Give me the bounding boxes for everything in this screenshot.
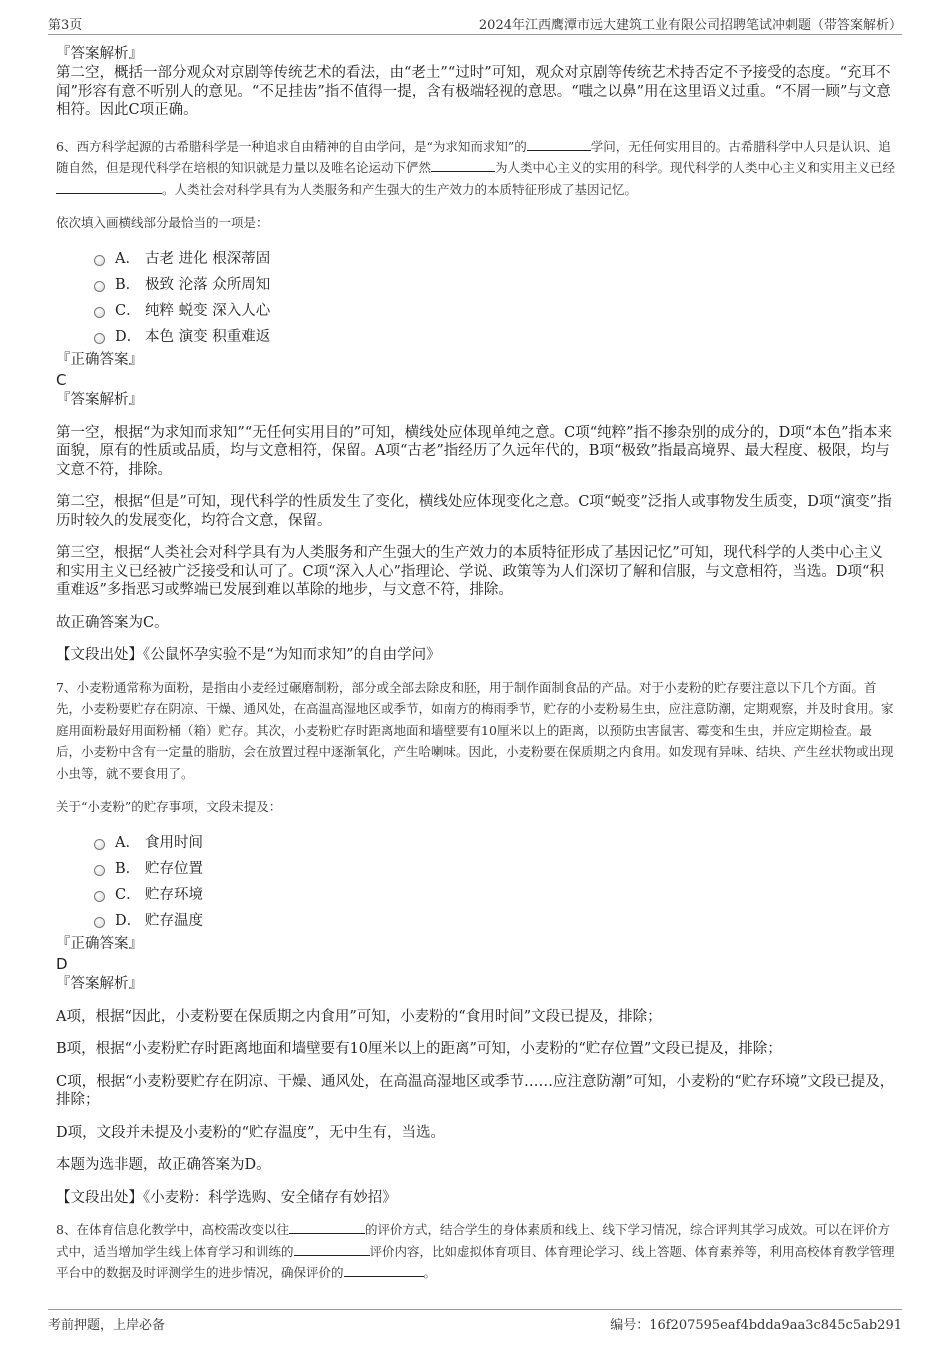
q6-source: 【文段出处】《公鼠怀孕实验不是“为知而求知”的自由学问》 [56,647,441,663]
q6-analysis-1: 第一空，根据“为求知而求知”“无任何实用目的”可知，横线处应体现单纯之意。C项“纯粹”指不掺杂别的成分的，D项“本色”指本来面貌，原有的性质或品质，均与文意相符，保留。A项“古老”指经历了久远年代的，B项“极致”指最高境界、最大程度、极限，均与文意不符，排除。 [56,424,893,478]
q7-conclusion: 本题为选非题，故正确答案为D。 [56,1157,271,1173]
q7-passage: 7、小麦粉通常称为面粉，是指由小麦经过碾磨制粉，部分或全部去除皮和胚，用于制作面制食品的产品。对于小麦粉的贮存要注意以下几个方面。首先，小麦粉要贮存在阴凉、干燥、通风处，在高温高湿地区或季节，如南方的梅雨季节，贮存的小麦粉易生虫，应注意防潮，定期观察，并及时食用。家庭用面粉最好用面粉桶（箱）贮存。其次，小麦粉贮存时距离地面和墙壁要有10厘米以上的距离，以预防虫害鼠害、霉变和生虫，并应定期检查。最后，小麦粉中含有一定量的脂肪，会在放置过程中逐渐氧化，产生哈喇味。因此，小麦粉要在保质期之内食用。如发现有异味、结块、产生丝状物或出现小虫等，就不要食用了。 [56,679,894,781]
blank[interactable] [56,179,162,194]
q7-answer: D [56,954,68,973]
radio-icon[interactable] [94,839,105,850]
option-b[interactable]: B． 极致 沦落 众所周知 [94,272,896,298]
q6-prompt: 依次填入画横线部分最恰当的一项是： [56,215,269,230]
radio-icon[interactable] [94,307,105,318]
radio-icon[interactable] [94,891,105,902]
option-a[interactable]: A． 食用时间 [94,830,896,856]
option-c[interactable]: C． 贮存环境 [94,882,896,908]
document-id: 编号：16f207595eaf4bdda9aa3c845c5ab291 [610,1318,902,1333]
q8-stem: 8、在体育信息化教学中，高校需改变以往 的评价方式，结合学生的身体素质和线上、线下学习情况，综合评判其学习成效。可以在评价方式中，适当增加学生线上体育学习和训练的 评价内容，比如虚拟体育项目、体育理论学习、线上答题、体育素养等，利用高校体育教学管理平台中的数据及时评测学生的进步情况，确保评价的 。 [56,1219,896,1284]
page-content [56,44,896,1284]
analysis-label: 『答案解析』 [56,975,143,992]
radio-icon[interactable] [94,281,105,292]
q6-conclusion: 故正确答案为C。 [56,614,169,631]
q7-analysis-b: B项，根据“小麦粉贮存时距离地面和墙壁要有10厘米以上的距离”可知，小麦粉的“贮存位置”文段已提及，排除； [56,1041,782,1057]
blank[interactable] [289,1219,365,1234]
correct-answer-label: 『正确答案』 [56,351,143,368]
radio-icon[interactable] [94,333,105,344]
option-c[interactable]: C． 纯粹 蜕变 深入人心 [94,298,896,324]
radio-icon[interactable] [94,255,105,266]
blank[interactable] [344,1262,424,1277]
analysis-label: 『答案解析』 [56,391,143,408]
q7-analysis-d: D项，文段并未提及小麦粉的“贮存温度”，无中生有，当选。 [56,1124,445,1141]
option-d[interactable]: D． 本色 演变 积重难返 [94,324,896,350]
q7-analysis-a: A项，根据“因此，小麦粉要在保质期之内食用”可知，小麦粉的“食用时间”文段已提及，排除； [56,1008,662,1025]
blank[interactable] [294,1241,370,1256]
q7-source: 【文段出处】《小麦粉：科学选购、安全储存有妙招》 [56,1189,397,1206]
correct-answer-label: 『正确答案』 [56,935,143,952]
option-a[interactable]: A． 古老 进化 根深蒂固 [94,246,896,272]
blank[interactable] [527,136,591,151]
q6-options [94,246,896,350]
q6-stem: 6、西方科学起源的古希腊科学是一种追求自由精神的自由学问，是“为求知而求知”的 学问，无任何实用目的。古希腊科学中人只是认识、追随自然，但是现代科学在培根的知识就是力量以及唯名论运动下俨然 为人类中心主义的实用的科学。现代科学的人类中心主义和实用主义已经。人类社会对科学具有为人类服务和产生强大的生产效力的本质特征形成了基因记忆。 [56,136,896,201]
page-footer [48,1309,902,1334]
page-header [48,14,902,35]
q6-analysis-3: 第三空，根据“人类社会对科学具有为人类服务和产生强大的生产效力的本质特征形成了基因记忆”可知，现代科学的人类中心主义和实用主义已经被广泛接受和认可了。C项“深入人心”指理论、学说、政策等为人们深切了解和信服，与文意相符，当选。D项“积重难返”多指恶习或弊端已发展到难以革除的地步，与文意不符，排除。 [56,545,884,598]
q7-analysis-c: C项，根据“小麦粉要贮存在阴凉、干燥、通风处，在高温高湿地区或季节……应注意防潮”可知，小麦粉的“贮存环境”文段已提及，排除； [56,1073,895,1108]
q6-answer: C [56,370,67,389]
page-number: 第3页 [48,18,83,33]
radio-icon[interactable] [94,865,105,876]
option-d[interactable]: D． 贮存温度 [94,908,896,934]
footer-slogan: 考前押题，上岸必备 [48,1318,166,1333]
document-title: 2024年江西鹰潭市远大建筑工业有限公司招聘笔试冲刺题（带答案解析） [478,18,902,33]
analysis-label: 『答案解析』 [56,46,143,62]
q7-prompt: 关于“小麦粉”的贮存事项，文段未提及： [56,799,282,814]
q7-options [94,830,896,934]
prev-analysis: 第二空，概括一部分观众对京剧等传统艺术的看法，由“老土”“过时”可知，观众对京剧等传统艺术持否定不予接受的态度。“充耳不闻”形容有意不听别人的意见。“不足挂齿”指不值得一提，含有极端轻视的意思。“嗤之以鼻”用在这里语义过重。“不屑一顾”与文意相符。因此C项正确。 [56,65,891,118]
q6-analysis-2: 第二空，根据“但是”可知，现代科学的性质发生了变化，横线处应体现变化之意。C项“蜕变”泛指人或事物发生质变，D项“演变”指历时较久的发展变化，均符合文意，保留。 [56,494,892,529]
blank[interactable] [431,157,495,172]
option-b[interactable]: B． 贮存位置 [94,856,896,882]
radio-icon[interactable] [94,917,105,928]
